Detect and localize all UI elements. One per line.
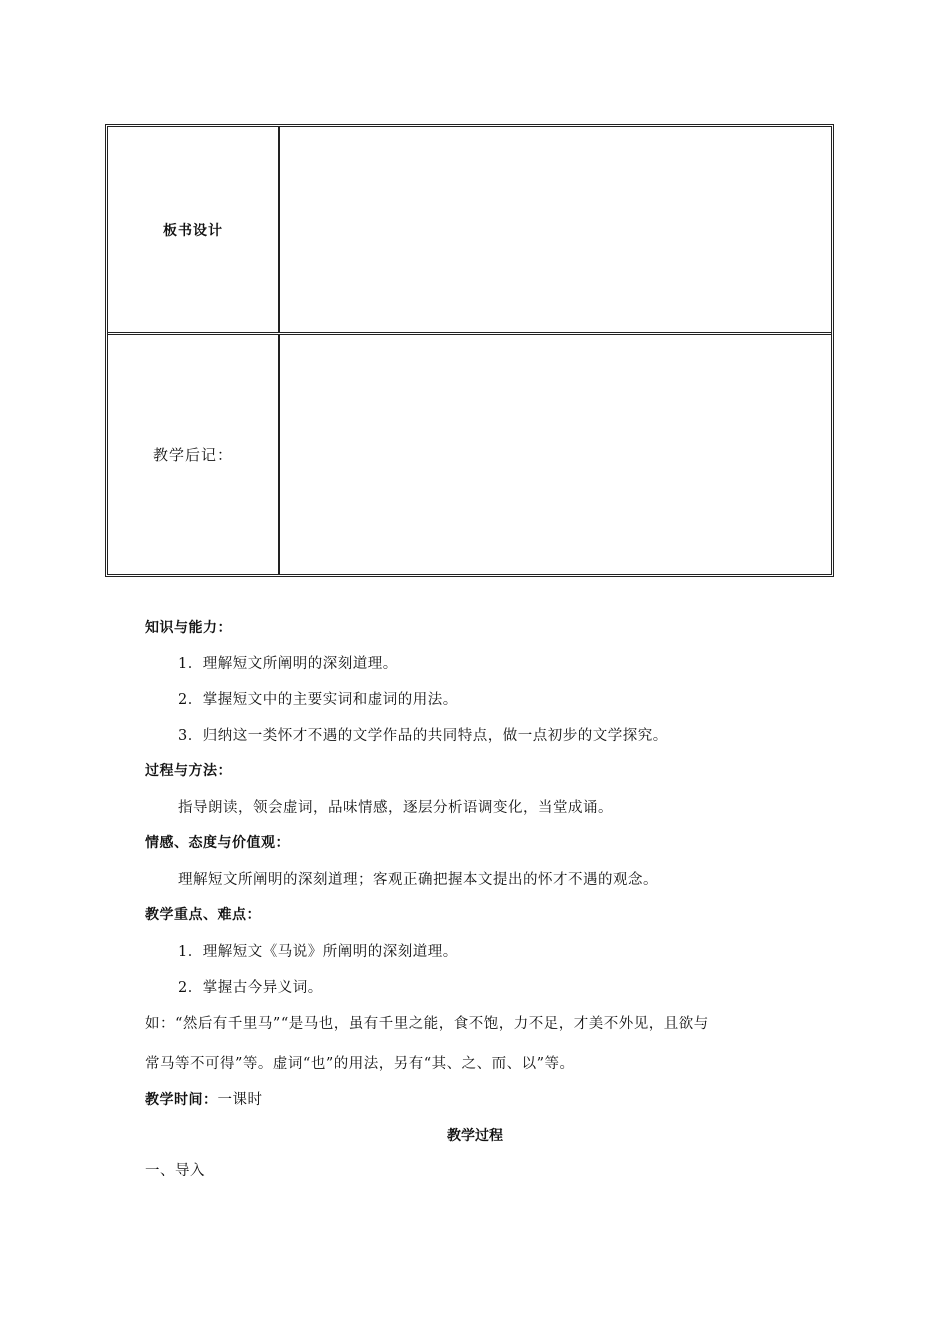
teaching-time-label: 教学时间： <box>145 1092 218 1108</box>
teaching-process-title: 教学过程 <box>447 1128 503 1144</box>
key-point-item-2: 2．掌握古今异义词。 <box>178 980 323 996</box>
process-method-heading: 过程与方法： <box>145 763 232 779</box>
knowledge-item-3: 3．归纳这一类怀才不遇的文学作品的共同特点，做一点初步的文学探究。 <box>178 728 668 744</box>
process-step-1: 一、导入 <box>145 1163 205 1179</box>
knowledge-item-2: 2．掌握短文中的主要实词和虚词的用法。 <box>178 692 458 708</box>
teaching-notes-content <box>280 335 831 574</box>
teaching-time <box>145 1088 263 1109</box>
process-method-text: 指导朗读，领会虚词，品味情感，逐层分析语调变化，当堂成诵。 <box>178 800 613 816</box>
table-row-teaching-notes <box>108 335 831 574</box>
emotion-heading: 情感、态度与价值观： <box>145 835 290 851</box>
teaching-notes-label: 教学后记： <box>108 335 280 574</box>
knowledge-item-1: 1．理解短文所阐明的深刻道理。 <box>178 656 398 672</box>
board-design-content <box>280 127 831 332</box>
board-design-label: 板书设计 <box>108 127 280 332</box>
key-point-item-1: 1．理解短文《马说》所阐明的深刻道理。 <box>178 944 458 960</box>
key-points-heading: 教学重点、难点： <box>145 907 261 923</box>
knowledge-heading: 知识与能力： <box>145 620 232 636</box>
lesson-plan-table <box>105 124 834 577</box>
key-points-example-line-2: 常马等不可得”等。虚词“也”的用法，另有“其、之、而、以”等。 <box>145 1056 575 1072</box>
key-points-example-line-1: 如：“然后有千里马”“是马也，虽有千里之能，食不饱，力不足，才美不外见，且欲与 <box>145 1016 709 1032</box>
teaching-time-value: 一课时 <box>217 1092 263 1108</box>
emotion-text: 理解短文所阐明的深刻道理；客观正确把握本文提出的怀才不遇的观念。 <box>178 872 658 888</box>
table-row-board-design <box>108 127 831 335</box>
